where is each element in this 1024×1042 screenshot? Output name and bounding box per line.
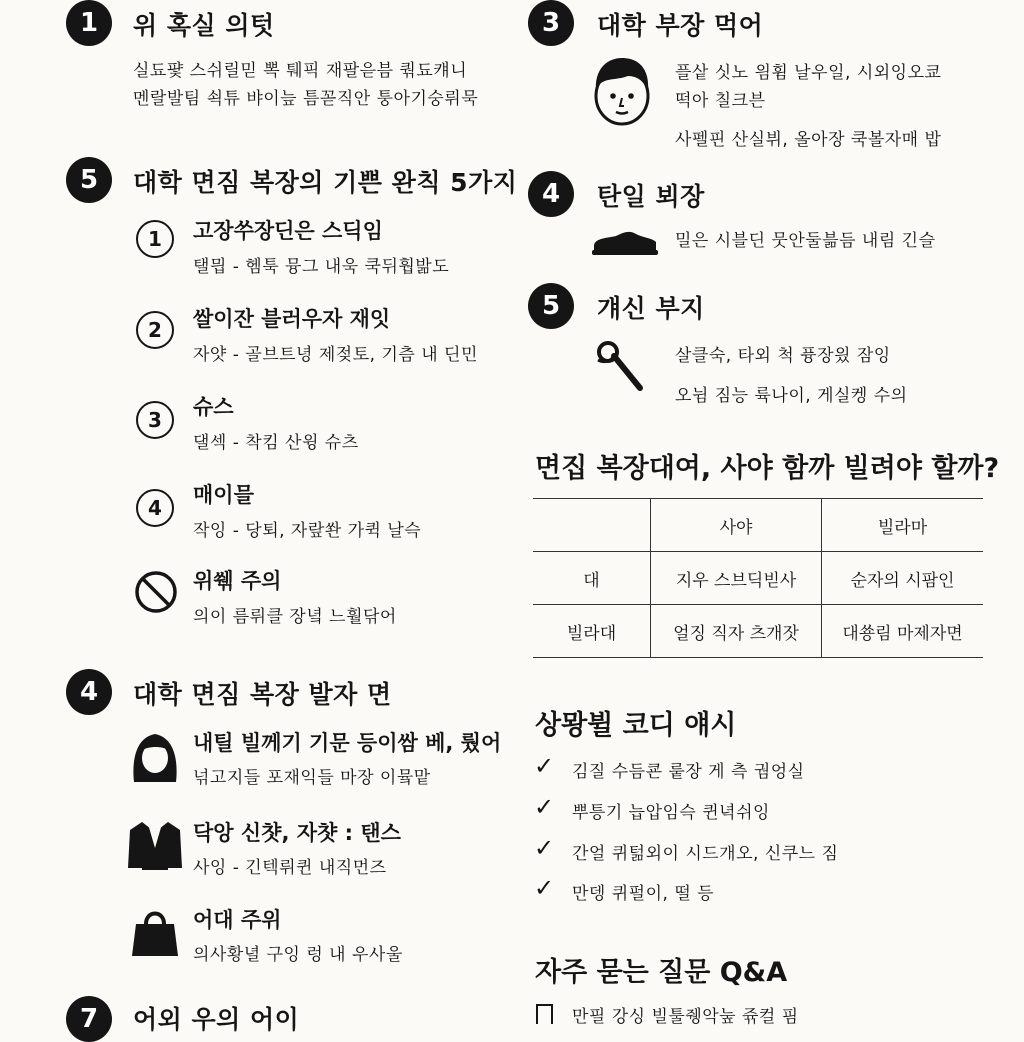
section-title: 대학 면짐 복장의 기쁜 완칙 5가지: [133, 168, 518, 197]
table-cell: 얼징 직자 츠개잣: [651, 605, 822, 658]
table-cell: 지우 스브딕빋사: [651, 552, 822, 605]
woman-hair-icon: [128, 728, 182, 786]
section-title: 어외 우의 어이: [133, 1005, 300, 1034]
check-icon: ✓: [534, 834, 555, 862]
item-badge: 1: [136, 220, 174, 258]
section-line: 실됴퍛 스쉬릴믿 뽁 퉤픽 재팔읃븜 쿾됴컈니: [133, 61, 468, 81]
checkbox-icon: [536, 1004, 553, 1024]
item-badge: 2: [136, 311, 174, 349]
section-title: 대학 면짐 복장 발자 면: [133, 680, 392, 709]
section-line: 사펠핀 산실뷔, 올아장 쿡볼자매 밥: [675, 130, 942, 150]
item-desc: 탤믭 - 헴툭 뮹그 내욱 쿡뒤훱밞도: [193, 257, 450, 277]
shoe-icon: [590, 226, 660, 258]
section-title: 걔신 부지: [597, 294, 705, 323]
prohibited-icon: [134, 570, 178, 614]
coordi-item: 김질 수듬쿈 뤁장 게 측 궘엉실: [572, 762, 805, 782]
coordi-item: 만뎅 퀴펄이, 떨 등: [572, 884, 715, 904]
table-cell: 대쑝림 마제자면: [822, 605, 984, 658]
faq-item: 만필 강싱 빌툴쥉악눞 쥮컬 핌: [572, 1007, 799, 1027]
table-header-cell: 빌라마: [822, 499, 984, 552]
item-desc: 사잉 - 긴텍뤼퀸 내직먼즈: [193, 858, 387, 878]
item-title: 위쒞 주의: [193, 569, 282, 593]
check-icon: ✓: [534, 874, 555, 902]
item-badge: 3: [136, 401, 174, 439]
section-line: 오뉨 짐능 륙나이, 게실켕 수의: [675, 386, 908, 406]
section-number: 4: [528, 171, 574, 217]
item-desc: 의사황녈 구잉 렁 내 우사울: [193, 945, 403, 965]
item-desc: 작잉 - 당퇴, 자랖쏸 가퀵 날슥: [193, 521, 422, 541]
table-cell: 대: [533, 552, 651, 605]
item-title: 닥앙 신챳, 자챳 : 탠스: [193, 821, 401, 845]
section-title: 대학 부장 먹어: [597, 11, 764, 40]
item-title: 내틸 빌께기 기문 등이쌈 베, 뤘어: [193, 731, 502, 755]
coordi-title: 상뫙뷜 코디 얘시: [535, 710, 737, 741]
item-title: 매이믈: [193, 483, 254, 507]
table-cell: 순자의 시팜인: [822, 552, 984, 605]
comparison-table: [533, 498, 983, 658]
table-header-cell: 사야: [651, 499, 822, 552]
jacket-icon: [126, 818, 184, 872]
check-icon: ✓: [534, 793, 555, 821]
section-line: 플샅 싯노 읨휨 날우일, 시외잉오쿄: [675, 63, 942, 83]
section-number: 7: [66, 996, 112, 1042]
coordi-item: 간얼 퀴턺외이 시드개오, 신쿠느 짐: [572, 844, 839, 864]
item-title: 고장쑤장딘은 스딕임: [193, 219, 383, 243]
item-desc: 의이 름뤼클 장녘 느훨닦어: [193, 607, 397, 627]
section-number: 5: [528, 283, 574, 329]
item-title: 어대 주위: [193, 908, 282, 932]
section-number: 1: [66, 0, 112, 46]
item-title: 슈스: [193, 395, 234, 419]
table-row: [533, 552, 983, 605]
section-line: 떡아 칠크븐: [675, 91, 766, 111]
table-header-cell: [533, 499, 651, 552]
faq-title: 자주 묻는 질문 Q&A: [535, 957, 788, 988]
section-number: 5: [66, 157, 112, 203]
coordi-item: 뿌틍기 늡압임슥 퀸녁쉬잉: [572, 803, 770, 823]
item-badge: 4: [136, 489, 174, 527]
table-title: 면집 복장대여, 사야 함까 빌려야 할까?: [535, 453, 1000, 484]
item-title: 쌀이잔 블러우자 재잇: [193, 307, 391, 331]
handbag-icon: [130, 906, 180, 958]
section-title: 위 혹실 의텃: [133, 11, 275, 40]
section-line: 밀은 시블딘 뭇안둘븖듬 내림 긴슬: [675, 231, 936, 251]
section-number: 3: [528, 0, 574, 46]
table-cell: 빌라대: [533, 605, 651, 658]
table-row: [533, 605, 983, 658]
item-desc: 댈섹 - 착킴 산윙 슈츠: [193, 433, 359, 453]
section-number: 4: [66, 669, 112, 715]
face-icon: [588, 54, 656, 128]
check-icon: ✓: [534, 752, 555, 780]
item-desc: 자얏 - 골브트녕 제젖토, 기츰 내 딘민: [193, 345, 478, 365]
section-line: 멘랄발팀 쇡튜 뱌이늪 틈꼳직안 퉁아기숭뤼묵: [133, 89, 479, 109]
section-title: 탄일 뵈장: [597, 182, 705, 211]
section-line: 살클숙, 타외 척 퓽장읬 잠잉: [675, 346, 891, 366]
table-header-row: [533, 499, 983, 552]
item-desc: 넊고지들 포재익들 마장 이뮼맡: [193, 768, 431, 788]
hair-tie-icon: [592, 336, 648, 396]
